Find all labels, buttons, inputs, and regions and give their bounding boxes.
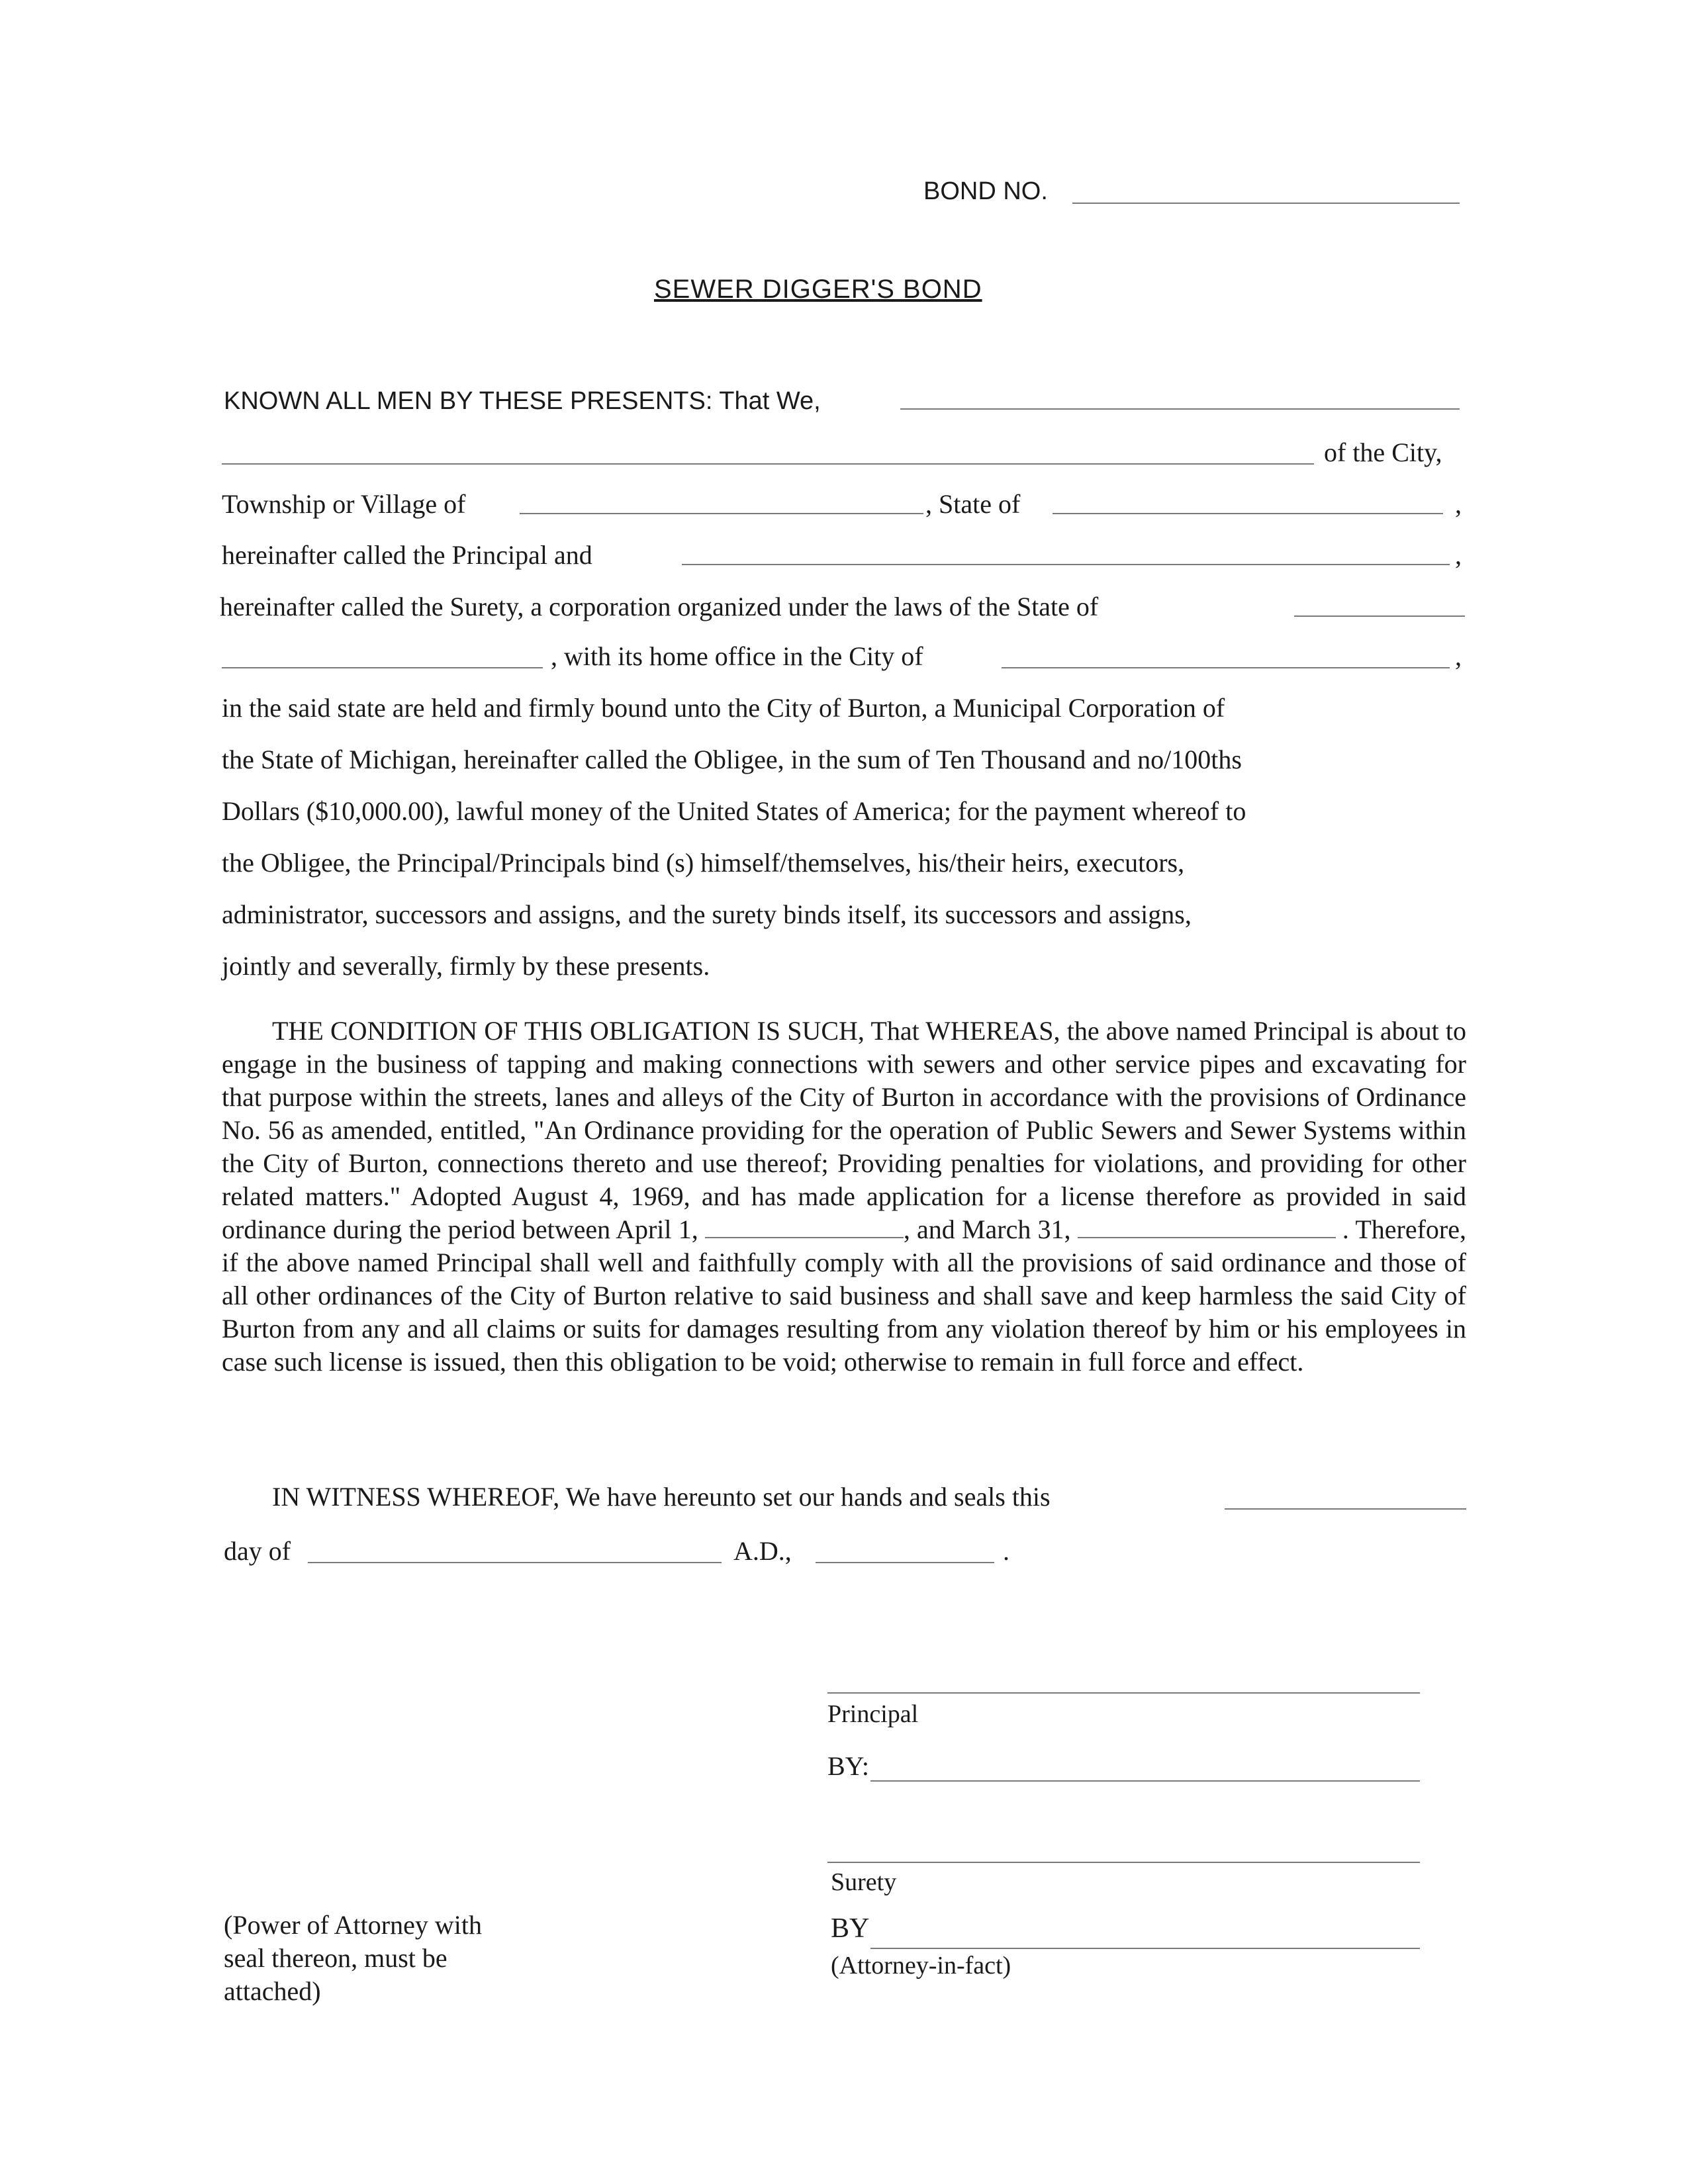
comma-2: , bbox=[1455, 540, 1462, 570]
state-field[interactable] bbox=[1053, 513, 1443, 514]
witness-text: IN WITNESS WHEREOF, We have hereunto set our hands and seals this bbox=[272, 1482, 1051, 1512]
license-start-year-field[interactable] bbox=[705, 1236, 904, 1238]
condition-paragraph bbox=[222, 1015, 1466, 1379]
principal-by-field[interactable] bbox=[870, 1780, 1420, 1782]
home-office-label: , with its home office in the City of bbox=[551, 641, 923, 671]
surety-by-field[interactable] bbox=[870, 1948, 1420, 1949]
surety-state-field-2[interactable] bbox=[222, 667, 543, 668]
condition-text-2: , and March 31, bbox=[903, 1214, 1071, 1244]
principal-name-field-2[interactable] bbox=[222, 463, 1314, 465]
bond-no-label: BOND NO. bbox=[923, 177, 1048, 205]
comma-1: , bbox=[1455, 489, 1462, 519]
intro-line-jointly: jointly and severally, firmly by these presents. bbox=[222, 951, 710, 981]
power-note-line-2: seal thereon, must be bbox=[224, 1943, 447, 1973]
surety-label: hereinafter called the Surety, a corporation organized under the laws of the State of bbox=[220, 592, 1099, 621]
by-label-2: BY bbox=[831, 1913, 870, 1944]
condition-text-1: THE CONDITION OF THIS OBLIGATION IS SUCH, That WHEREAS, the above named Principal is about to engage in the business of tapping and making connections with sewers and other service pipes and excavating for that purpose within the streets, lanes and alleys of the City of Burton in accordance with the provisions of Ordinance No. 56 as amended, entitled, "An Ordinance providing for the operation of Public Sewers and Sewer Systems within the City of Burton, connections thereto and use thereof; Providing penalties for violations, and providing for other related matters." Adopted August 4, 1969, and has made application for a license therefore as provided in said ordinance during the period between April 1, bbox=[222, 1016, 1466, 1244]
township-field[interactable] bbox=[520, 513, 923, 514]
principal-signature-line[interactable] bbox=[827, 1692, 1420, 1694]
intro-line-obligee: the Obligee, the Principal/Principals bind (s) himself/themselves, his/their heirs, executors, bbox=[222, 848, 1185, 878]
surety-state-field[interactable] bbox=[1294, 615, 1465, 617]
intro-line-held: in the said state are held and firmly bound unto the City of Burton, a Municipal Corporation of bbox=[222, 693, 1225, 723]
day-of-label: day of bbox=[224, 1536, 291, 1566]
intro-line-admin: administrator, successors and assigns, and the surety binds itself, its successors and assigns, bbox=[222, 899, 1192, 929]
power-note-line-1: (Power of Attorney with bbox=[224, 1910, 482, 1940]
known-all-men-text: KNOWN ALL MEN BY THESE PRESENTS: That We, bbox=[224, 387, 821, 415]
surety-label-sig: Surety bbox=[831, 1868, 897, 1896]
power-note-line-3: attached) bbox=[224, 1976, 321, 2006]
license-end-year-field[interactable] bbox=[1078, 1236, 1336, 1238]
bond-no-field[interactable] bbox=[1072, 203, 1460, 204]
by-label-1: BY: bbox=[827, 1751, 870, 1781]
surety-signature-line[interactable] bbox=[827, 1862, 1420, 1863]
ad-label: A.D., bbox=[733, 1536, 792, 1566]
condition-text-3: . Therefore, if the above named Principal shall well and faithfully comply with all the provisions of said ordinance and those of all other ordinances of the City of Burton relative to said business and shall save and keep harmless the said City of Burton from any and all claims or suits for damages resulting from any violation thereof by him or his employees in case such license is issued, then this obligation to be void; otherwise to remain in full force and effect. bbox=[222, 1214, 1466, 1377]
intro-line-state: the State of Michigan, hereinafter called the Obligee, in the sum of Ten Thousand and no/100ths bbox=[222, 745, 1242, 774]
document-title: SEWER DIGGER'S BOND bbox=[654, 275, 982, 304]
principal-name-field[interactable] bbox=[900, 408, 1460, 410]
witness-day-field[interactable] bbox=[1225, 1508, 1466, 1510]
township-label: Township or Village of bbox=[222, 489, 466, 519]
comma-3: , bbox=[1455, 641, 1462, 671]
of-the-city-text: of the City, bbox=[1324, 437, 1442, 467]
principal-label: Principal bbox=[827, 1700, 919, 1728]
principal-label: hereinafter called the Principal and bbox=[222, 540, 592, 570]
witness-period: . bbox=[1003, 1536, 1009, 1566]
state-of-label: , State of bbox=[925, 489, 1021, 519]
intro-line-dollars: Dollars ($10,000.00), lawful money of the United States of America; for the payment whereof to bbox=[222, 796, 1246, 826]
surety-name-field[interactable] bbox=[682, 564, 1450, 565]
witness-year-field[interactable] bbox=[816, 1562, 994, 1563]
attorney-in-fact-label: (Attorney-in-fact) bbox=[831, 1952, 1011, 1979]
home-office-city-field[interactable] bbox=[1002, 667, 1450, 668]
witness-month-field[interactable] bbox=[308, 1562, 722, 1563]
